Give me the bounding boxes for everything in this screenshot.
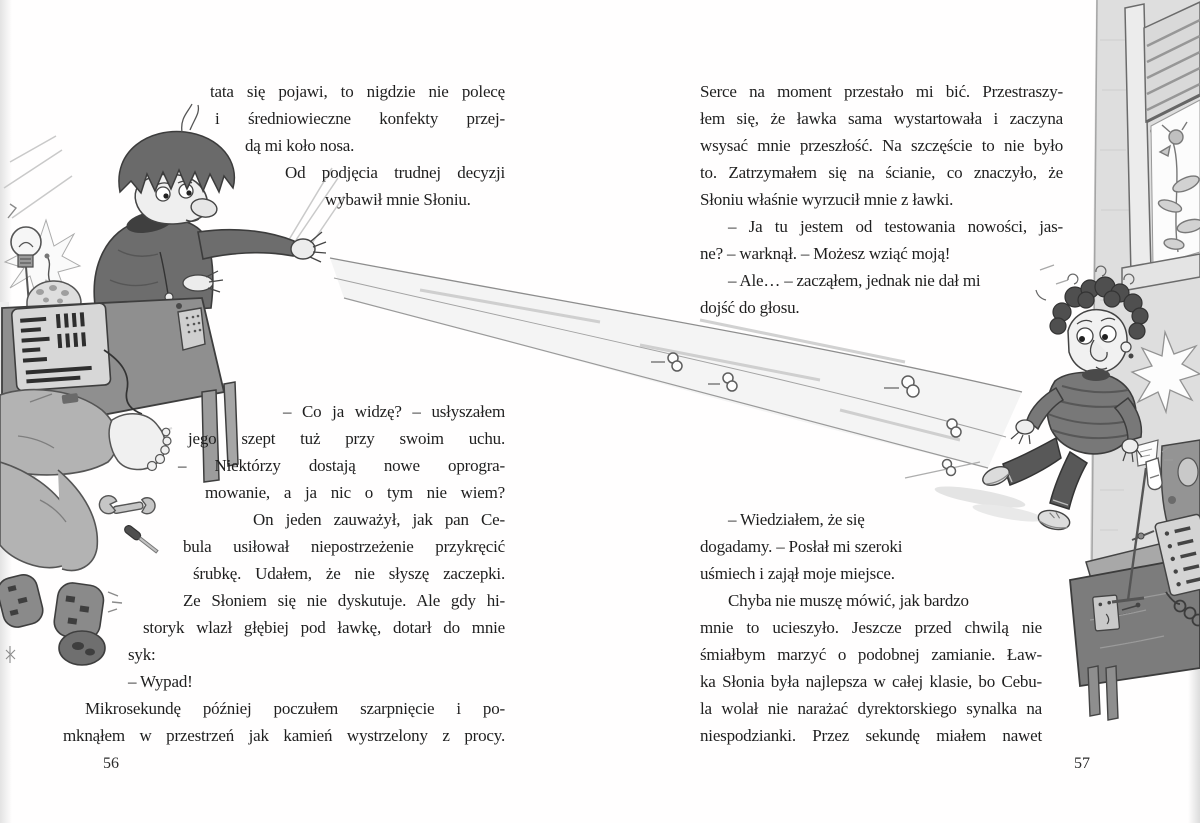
text-line: – Niektórzy dostają nowe oprogra-	[178, 456, 505, 475]
text-line: On jeden zauważył, jak pan Ce-	[253, 510, 505, 529]
text-line: śmiałbym marzyć o podobnej zamianie. Ław-	[700, 645, 1042, 664]
text-line: niespodzianki. Przez sekundę miałem nawet	[700, 726, 1042, 745]
text-line: ka Słonia była najlepsza w całej klasie, bo Cebu-	[700, 672, 1042, 691]
text-line: wybawił mnie Słoniu.	[325, 190, 471, 209]
text-line: la wolał nie narażać dyrektorskiego synalka na	[700, 699, 1042, 718]
text-line: bula usiłował niepostrzeżenie przykręcić	[183, 537, 505, 556]
text-line: Słoniu właśnie wyrzucił mnie z ławki.	[700, 190, 954, 209]
text-line: Mikrosekundę później poczułem szarpnięcie i po-	[85, 699, 505, 718]
text-line: dogadamy. – Posłał mi szeroki	[700, 537, 903, 556]
text-line: wsysać mnie przeszłość. Na szczęście to nie było	[700, 136, 1063, 155]
text-line: – Wiedziałem, że się	[728, 510, 865, 529]
text-line: uśmiech i zajął moje miejsce.	[700, 564, 895, 583]
text-line: tata się pojawi, to nigdzie nie polecę	[210, 82, 505, 101]
text-line: Serce na moment przestało mi bić. Przestraszy-	[700, 82, 1063, 101]
text-line: Chyba nie muszę mówić, jak bardzo	[728, 591, 969, 610]
text-line: dą mi koło nosa.	[245, 136, 355, 155]
text-line: mnie to ucieszyło. Jeszcze przed chwilą nie	[700, 618, 1042, 637]
text-line: – Ja tu jestem od testowania nowości, jas-	[728, 217, 1063, 236]
text-line: mowanie, a ja nic o tym nie wiem?	[205, 483, 505, 502]
page-number-right: 57	[1074, 755, 1090, 772]
text-line: to. Zatrzymałem się na ścianie, co znaczyło, że	[700, 163, 1063, 182]
text-line: jego szept tuż przy swoim uchu.	[188, 429, 505, 448]
text-line: dojść do głosu.	[700, 298, 800, 317]
text-line: i średniowieczne konfekty przej-	[215, 109, 505, 128]
text-line: śrubkę. Udałem, że nie słyszę zaczepki.	[193, 564, 505, 583]
text-line: Od podjęcia trudnej decyzji	[285, 163, 505, 182]
text-line: mknąłem w przestrzeń jak kamień wystrzelony z procy.	[63, 726, 505, 745]
text-line: – Ale… – zacząłem, jednak nie dał mi	[728, 271, 981, 290]
text-line: ne? – warknął. – Możesz wziąć moją!	[700, 244, 951, 263]
text-line: łem się, że ławka sama wystartowała i zaczyna	[700, 109, 1063, 128]
page-number-left: 56	[103, 755, 119, 772]
text-line: syk:	[128, 645, 156, 664]
text-line: Ze Słoniem się nie dyskutuje. Ale gdy hi-	[183, 591, 505, 610]
text-line: – Co ja widzę? – usłyszałem	[283, 402, 505, 421]
text-line: storyk wlazł głębiej pod ławkę, dotarł do mnie	[143, 618, 505, 637]
text-line: – Wypad!	[128, 672, 193, 691]
